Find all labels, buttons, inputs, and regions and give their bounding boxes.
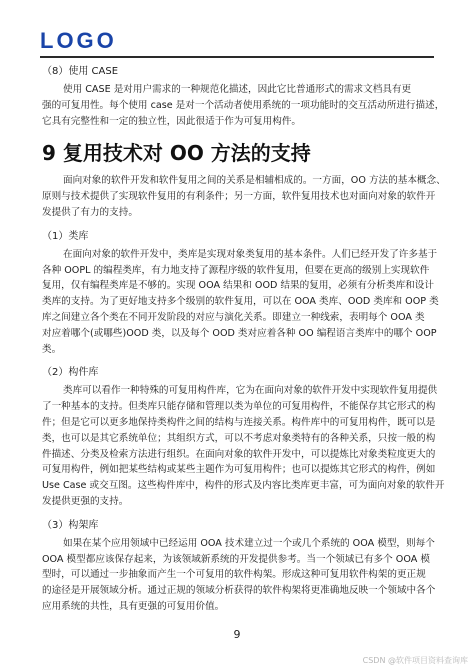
paragraph xyxy=(42,536,434,615)
logo: LOGO xyxy=(40,28,117,53)
paragraph-line: OOA 模型都应该保存起来，为该领域新系统的开发提供参考。当一个领域已有多个 OOA 模 xyxy=(42,553,430,565)
paragraph-line: 类，也可以是其它系统单位；其组织方式，可以不考虑对象类特有的各种关系，只按一般的构 xyxy=(42,432,436,444)
paragraph-line: 件描述、分类及检索方法进行组织。在面向对象的软件开发中，可以提炼比对象类粒度更大的 xyxy=(42,448,436,460)
paragraph-line: 在面向对象的软件开发中，类库是实现对象类复用的基本条件。人们已经开发了许多基于 xyxy=(63,248,438,260)
paragraph-line: 原则与技术提供了实现软件复用的有利条件；另一方面，软件复用技术也对面向对象的软件开 xyxy=(42,191,436,203)
paragraph-line: 发提供了有力的支持。 xyxy=(42,206,138,218)
paragraph-line: 类。 xyxy=(42,343,62,355)
paragraph-line: 如果在某个应用领域中已经运用 OOA 技术建立过一个或几个系统的 OOA 模型，则每个 xyxy=(63,537,435,549)
subsection-title: （1）类库 xyxy=(42,230,89,242)
paragraph-line: 复用，仅有编程类库是不够的。实现 OOA 结果和 OOD 结果的复用，必须有分析类库和设计 xyxy=(42,280,434,292)
paragraph-line: 的途径是开展领域分析。通过正规的领域分析获得的软件构架将更准确地反映一个领域中各个 xyxy=(42,585,436,597)
watermark: CSDN @软件项目资料查询库 xyxy=(362,656,468,665)
paragraph-line: 件；但是它可以更多地保持类构件之间的结构与连接关系。构件库中的可复用构件，既可以是 xyxy=(42,416,436,428)
paragraph-line: 了一种基本的支持。但类库只能存储和管理以类为单位的可复用构件，不能保存其它形式的构 xyxy=(42,401,436,413)
paragraph-line: 强的可复用性。每个使用 case 是对一个活动者使用系统的一项功能时的交互活动所进行描述， xyxy=(42,99,445,111)
header-rule xyxy=(40,56,434,58)
paragraph-line: 各种 OOPL 的编程类库，有力地支持了源程序级的软件复用，但要在更高的级别上实现软件 xyxy=(42,264,430,276)
subsection-title: （8）使用 CASE xyxy=(42,66,119,77)
paragraph-line: 应用系统的共性，具有更强的可复用价值。 xyxy=(42,600,225,612)
paragraph xyxy=(42,82,445,129)
paragraph-line: 发提供更强的支持。 xyxy=(42,495,129,507)
paragraph xyxy=(42,247,439,358)
paragraph-line: 型时，可以通过一步抽象而产生一个可复用的软件构架。形成这种可复用软件构架的更正规 xyxy=(42,569,426,581)
paragraph-line: 可复用构件，例如把某些结构或某些主题作为可复用构件；也可以提炼其它形式的构件，例如 xyxy=(42,464,436,476)
subsection-title: （2）构件库 xyxy=(42,367,99,379)
document-body xyxy=(42,64,446,615)
paragraph xyxy=(42,173,446,220)
paragraph-line: Use Case 或交互图。这些构件库中，构件的形式及内容比类库更丰富，可为面向对象的软件开 xyxy=(42,480,445,492)
paragraph-line: 类库的支持。为了更好地支持多个级别的软件复用，可以在 OOA 类库、OOD 类库和 OOP 类 xyxy=(42,296,439,308)
paragraph-line: 面向对象的软件开发和软件复用之间的关系是相辅相成的。一方面，OO 方法的基本概念、 xyxy=(63,175,446,187)
section-heading: 9 复用技术对 OO 方法的支持 xyxy=(42,141,311,166)
paragraph-line: 使用 CASE 是对用户需求的一种规范化描述，因此它比普通形式的需求文档具有更 xyxy=(63,84,412,95)
paragraph-line: 类库可以看作一种特殊的可复用构件库，它为在面向对象的软件开发中实现软件复用提供 xyxy=(63,385,438,397)
page-number: 9 xyxy=(233,628,241,641)
paragraph-line: 对应着哪个(或哪些)OOD 类，以及每个 OOD 类对应着各种 OO 编程语言类库中的哪个 OOP xyxy=(42,327,437,339)
subsection-title: （3）构架库 xyxy=(42,519,99,531)
paragraph-line: 库之间建立各个类在不同开发阶段的对应与演化关系。即建立一种线索，表明每个 OOA 类 xyxy=(42,311,425,323)
paragraph-line: 它具有完整性和一定的独立性，因此很适于作为可复用构件。 xyxy=(42,115,302,127)
paragraph xyxy=(42,383,445,509)
